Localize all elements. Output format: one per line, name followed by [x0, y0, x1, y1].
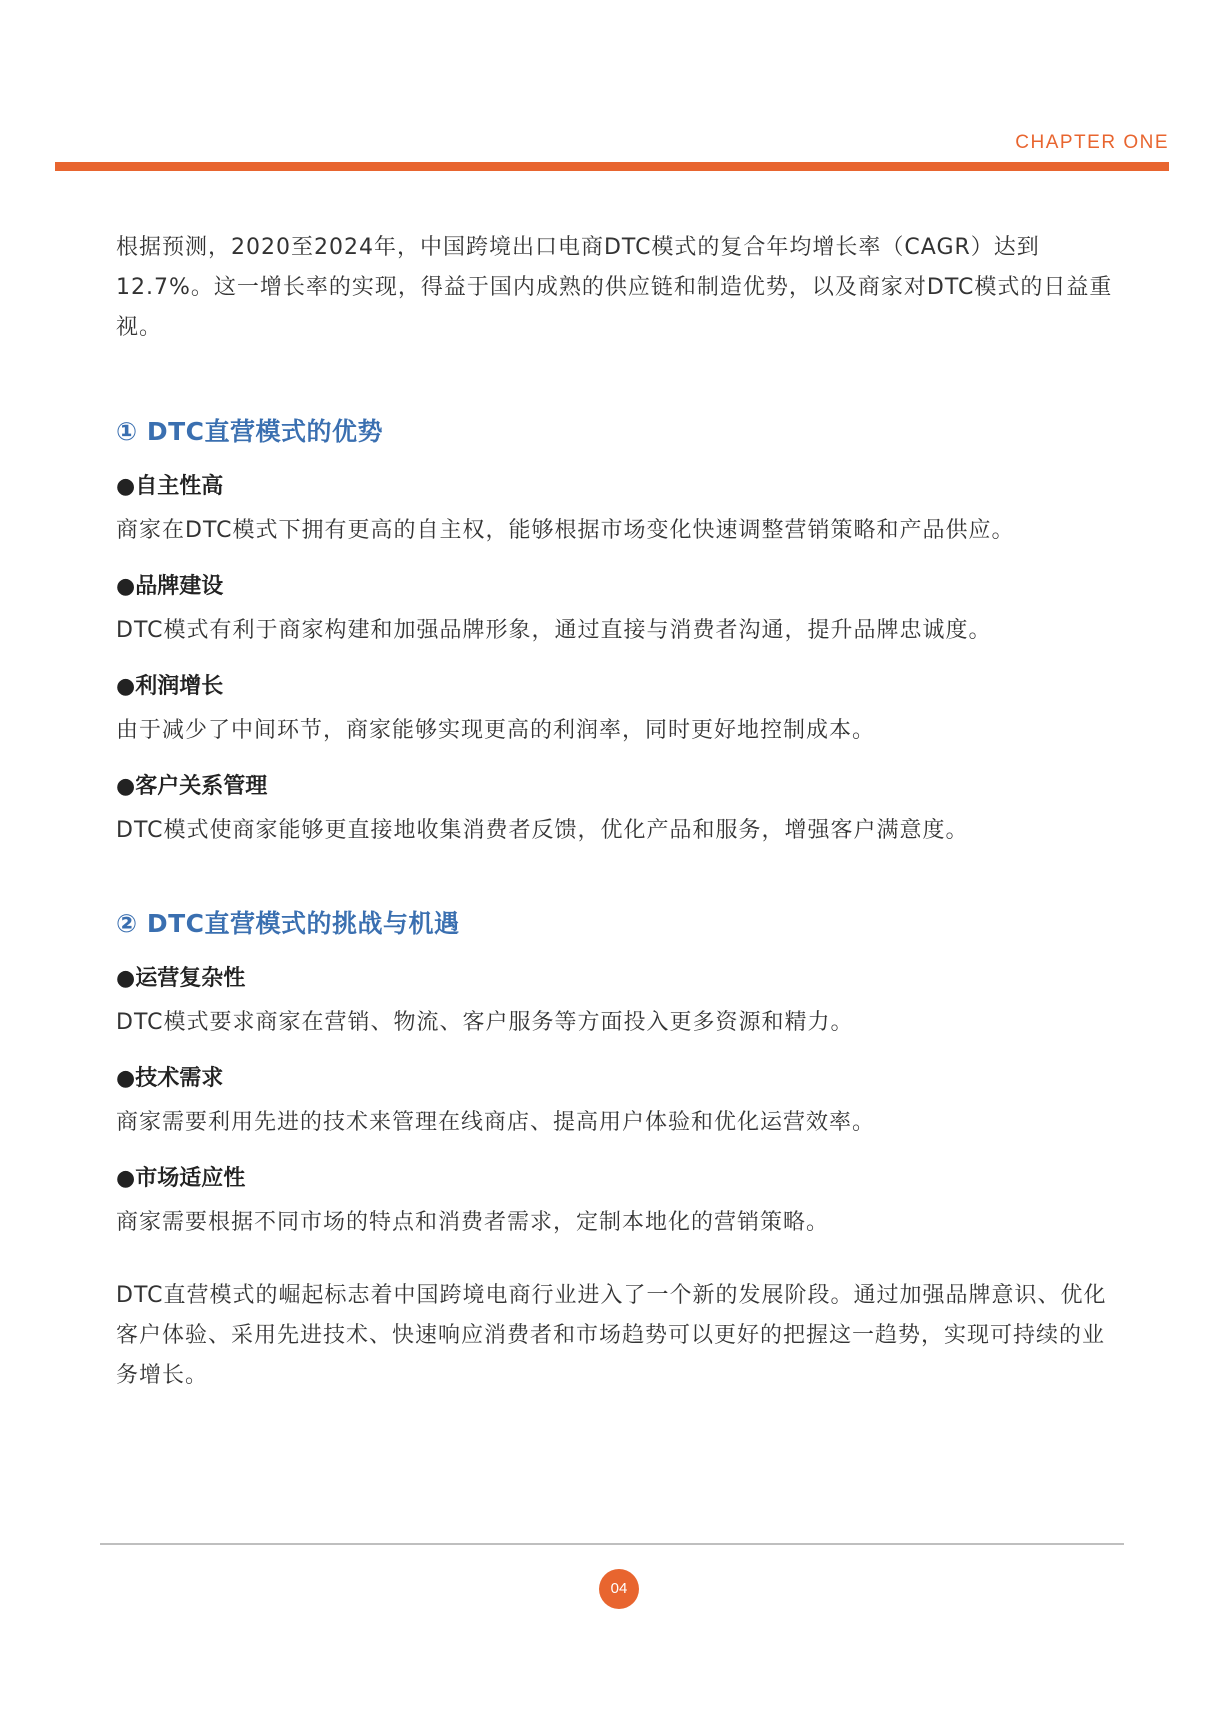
chapter-label: CHAPTER ONE — [1015, 132, 1169, 153]
item-title: ●运营复杂性 — [116, 966, 246, 991]
item-desc: DTC模式使商家能够更直接地收集消费者反馈，优化产品和服务，增强客户满意度。 — [116, 818, 969, 843]
item-title: ●自主性高 — [116, 474, 224, 499]
section-title-challenges: ② DTC直营模式的挑战与机遇 — [116, 909, 460, 938]
item-desc: 商家需要根据不同市场的特点和消费者需求，定制本地化的营销策略。 — [116, 1210, 830, 1235]
item-title: ●品牌建设 — [116, 574, 224, 599]
section-challenges — [116, 906, 1126, 1240]
header-accent-bar — [55, 162, 1169, 171]
page-content — [116, 228, 1126, 1396]
section-title-advantages: ① DTC直营模式的优势 — [116, 417, 384, 446]
item-title: ●市场适应性 — [116, 1166, 246, 1191]
conclusion-paragraph: DTC直营模式的崛起标志着中国跨境电商行业进入了一个新的发展阶段。通过加强品牌意识、优化客户体验、采用先进技术、快速响应消费者和市场趋势可以更好的把握这一趋势，实现可持续的业务增长。 — [116, 1283, 1107, 1388]
item-desc: DTC模式要求商家在营销、物流、客户服务等方面投入更多资源和精力。 — [116, 1010, 854, 1035]
item-desc: 商家在DTC模式下拥有更高的自主权，能够根据市场变化快速调整营销策略和产品供应。 — [116, 518, 1015, 543]
item-desc: 商家需要利用先进的技术来管理在线商店、提高用户体验和优化运营效率。 — [116, 1110, 876, 1135]
list-item — [116, 962, 1126, 1040]
list-item — [116, 470, 1126, 548]
section-advantages — [116, 414, 1126, 848]
list-item — [116, 670, 1126, 748]
item-desc: DTC模式有利于商家构建和加强品牌形象，通过直接与消费者沟通，提升品牌忠诚度。 — [116, 618, 992, 643]
intro-paragraph: 根据预测，2020至2024年，中国跨境出口电商DTC模式的复合年均增长率（CAGR）达到12.7%。这一增长率的实现，得益于国内成熟的供应链和制造优势，以及商家对DTC模式的日益重视。 — [116, 235, 1113, 340]
footer-divider — [100, 1543, 1124, 1545]
list-item — [116, 1062, 1126, 1140]
item-desc: 由于减少了中间环节，商家能够实现更高的利润率，同时更好地控制成本。 — [116, 718, 876, 743]
list-item — [116, 570, 1126, 648]
item-title: ●利润增长 — [116, 674, 224, 699]
list-item — [116, 770, 1126, 848]
item-title: ●客户关系管理 — [116, 774, 268, 799]
item-title: ●技术需求 — [116, 1066, 224, 1091]
page-number-badge: 04 — [599, 1569, 639, 1609]
list-item — [116, 1162, 1126, 1240]
